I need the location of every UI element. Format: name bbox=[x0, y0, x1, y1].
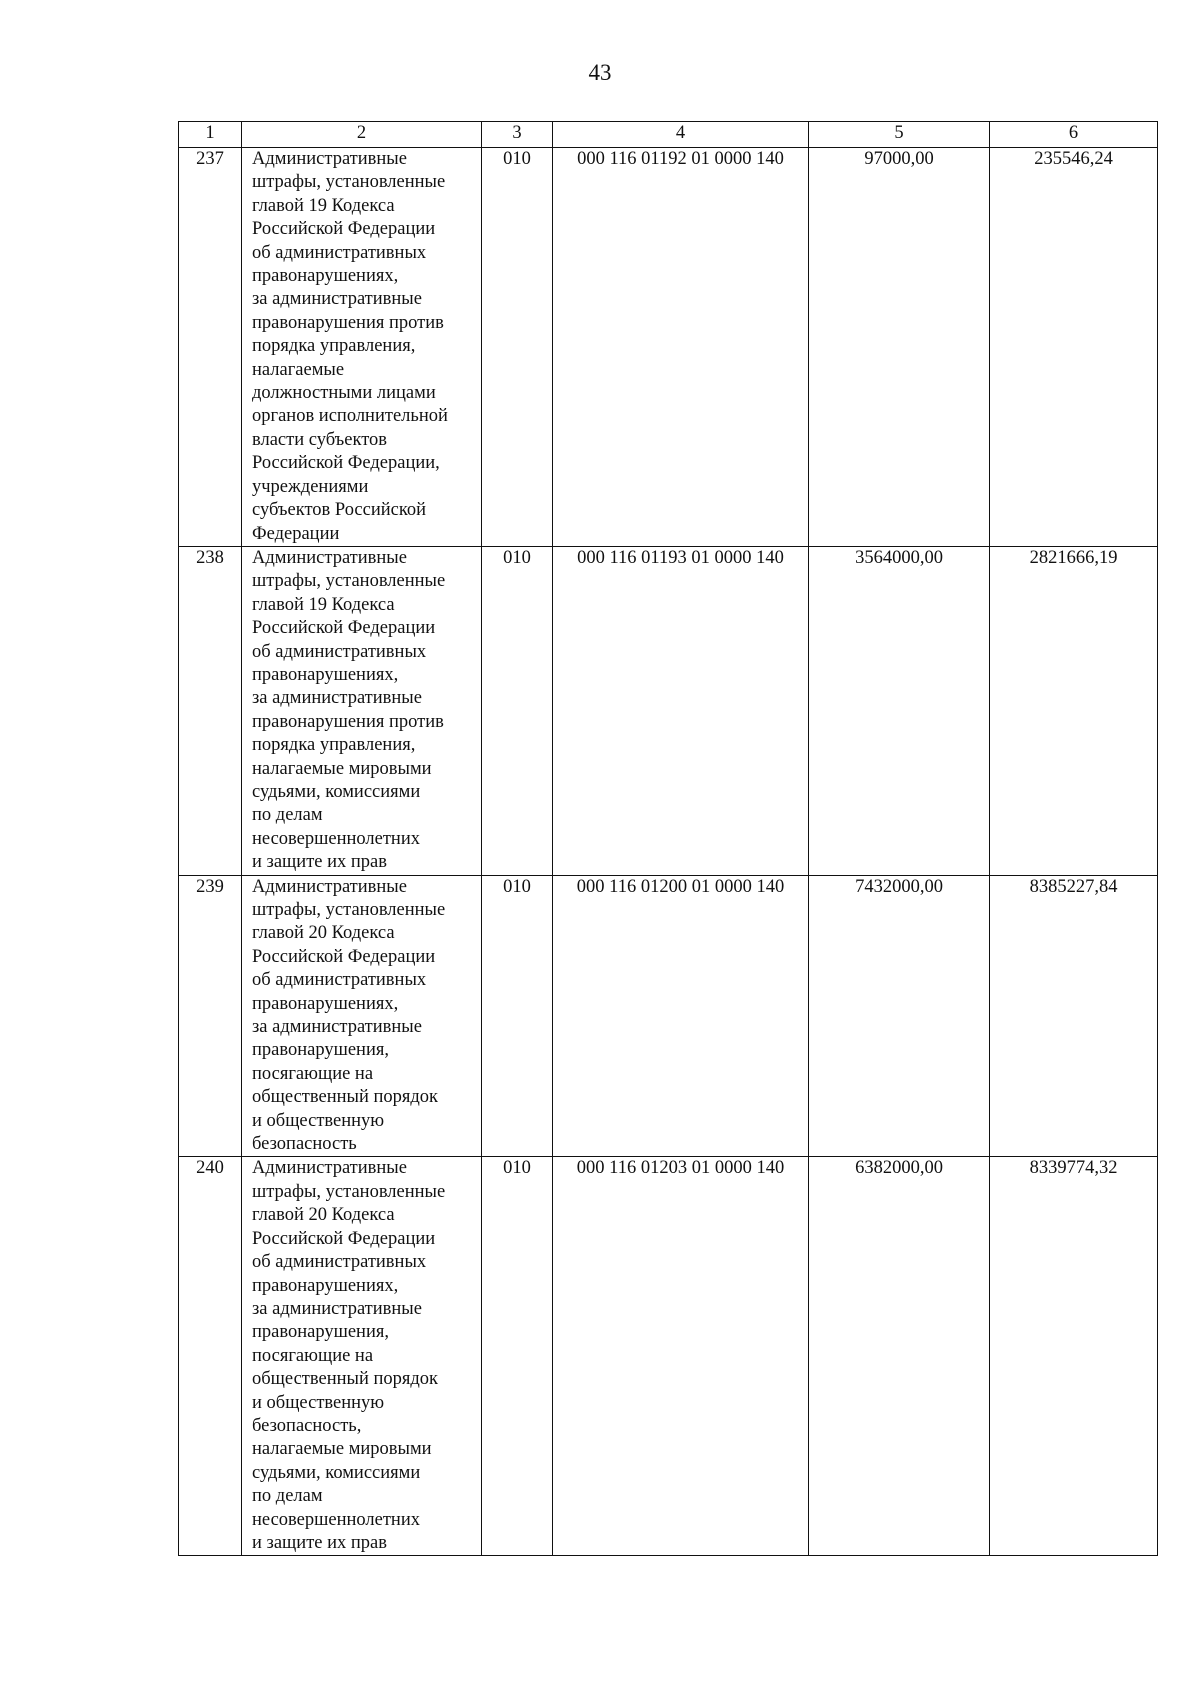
description-line: главой 19 Кодекса bbox=[252, 594, 395, 615]
description-line: судьями, комиссиями bbox=[252, 1462, 421, 1483]
row-number-cell: 237 bbox=[179, 148, 242, 547]
description-line: главой 20 Кодекса bbox=[252, 923, 395, 944]
description-line: об административных bbox=[252, 1252, 427, 1273]
description-line: Федерации bbox=[252, 523, 340, 544]
row-number-cell: 240 bbox=[179, 1157, 242, 1556]
header-cell-1: 1 bbox=[179, 122, 242, 148]
description-cell bbox=[242, 546, 482, 875]
column-5-amount-cell: 3564000,00 bbox=[809, 546, 990, 875]
description-line: безопасность bbox=[252, 1134, 357, 1155]
column-5-amount-cell: 97000,00 bbox=[809, 148, 990, 547]
kbk-code-cell: 000 116 01193 01 0000 140 bbox=[553, 546, 809, 875]
column-6-amount-cell: 8385227,84 bbox=[990, 875, 1158, 1157]
description-line: власти субъектов bbox=[252, 429, 388, 450]
row-number-cell: 239 bbox=[179, 875, 242, 1157]
description-line: Административные bbox=[252, 547, 407, 568]
description-line: учреждениями bbox=[252, 476, 369, 497]
description-line: правонарушения, bbox=[252, 1322, 389, 1343]
description-line: и защите их прав bbox=[252, 852, 387, 873]
description-line: и защите их прав bbox=[252, 1532, 387, 1553]
description-line: посягающие на bbox=[252, 1345, 374, 1366]
description-line: правонарушения против bbox=[252, 711, 444, 732]
header-cell-6: 6 bbox=[990, 122, 1158, 148]
description-line: штрафы, установленные bbox=[252, 571, 446, 592]
description-line: по делам bbox=[252, 1486, 323, 1507]
kbk-code-cell: 000 116 01192 01 0000 140 bbox=[553, 148, 809, 547]
description-cell bbox=[242, 1157, 482, 1556]
description-line: об административных bbox=[252, 641, 427, 662]
column-6-amount-cell: 235546,24 bbox=[990, 148, 1158, 547]
header-row bbox=[179, 122, 1158, 148]
header-cell-3: 3 bbox=[482, 122, 553, 148]
description-line: правонарушения против bbox=[252, 312, 444, 333]
description-line: порядка управления, bbox=[252, 336, 416, 357]
description-line: Российской Федерации bbox=[252, 1228, 436, 1249]
description-line: налагаемые bbox=[252, 359, 345, 380]
description-line: по делам bbox=[252, 805, 323, 826]
description-line: за административные bbox=[252, 1298, 422, 1319]
code-cell: 010 bbox=[482, 875, 553, 1157]
page-number: 43 bbox=[588, 60, 612, 85]
header-cell-5: 5 bbox=[809, 122, 990, 148]
description-line: субъектов Российской bbox=[252, 500, 427, 521]
description-line: правонарушениях, bbox=[252, 1275, 399, 1296]
description-line: об административных bbox=[252, 242, 427, 263]
description-line: органов исполнительной bbox=[252, 406, 448, 427]
table-body bbox=[179, 148, 1158, 1556]
kbk-code-cell: 000 116 01203 01 0000 140 bbox=[553, 1157, 809, 1556]
description-line: Российской Федерации bbox=[252, 618, 436, 639]
description-line: Административные bbox=[252, 149, 407, 169]
description-line: налагаемые мировыми bbox=[252, 1439, 432, 1460]
description-line: общественный порядок bbox=[252, 1087, 439, 1108]
description-line: за административные bbox=[252, 688, 422, 709]
description-line: общественный порядок bbox=[252, 1369, 439, 1390]
description-cell bbox=[242, 875, 482, 1157]
table-row bbox=[179, 546, 1158, 875]
description-line: главой 19 Кодекса bbox=[252, 195, 395, 216]
description-line: несовершеннолетних bbox=[252, 1509, 420, 1530]
description-line: и общественную bbox=[252, 1392, 385, 1413]
kbk-code-cell: 000 116 01200 01 0000 140 bbox=[553, 875, 809, 1157]
code-cell: 010 bbox=[482, 1157, 553, 1556]
table-header bbox=[179, 122, 1158, 148]
description-line: Административные bbox=[252, 876, 407, 897]
description-line: штрафы, установленные bbox=[252, 172, 446, 193]
description-line: Административные bbox=[252, 1158, 407, 1179]
description-line: главой 20 Кодекса bbox=[252, 1205, 395, 1226]
description-line: правонарушениях, bbox=[252, 993, 399, 1014]
budget-table bbox=[178, 121, 1158, 1556]
row-number-cell: 238 bbox=[179, 546, 242, 875]
column-6-amount-cell: 8339774,32 bbox=[990, 1157, 1158, 1556]
description-line: Российской Федерации bbox=[252, 219, 436, 240]
description-line: налагаемые мировыми bbox=[252, 758, 432, 779]
description-line: судьями, комиссиями bbox=[252, 781, 421, 802]
description-line: правонарушениях, bbox=[252, 266, 399, 287]
description-line: штрафы, установленные bbox=[252, 1181, 446, 1202]
description-line: порядка управления, bbox=[252, 735, 416, 756]
header-cell-4: 4 bbox=[553, 122, 809, 148]
description-line: должностными лицами bbox=[252, 383, 436, 404]
table-row bbox=[179, 1157, 1158, 1556]
description-line: несовершеннолетних bbox=[252, 828, 420, 849]
table-row bbox=[179, 148, 1158, 547]
column-6-amount-cell: 2821666,19 bbox=[990, 546, 1158, 875]
description-line: штрафы, установленные bbox=[252, 900, 446, 920]
description-line: Российской Федерации, bbox=[252, 453, 440, 474]
description-line: посягающие на bbox=[252, 1063, 374, 1084]
description-line: и общественную bbox=[252, 1110, 385, 1131]
description-line: об административных bbox=[252, 970, 427, 991]
code-cell: 010 bbox=[482, 148, 553, 547]
description-line: безопасность, bbox=[252, 1415, 362, 1436]
column-5-amount-cell: 6382000,00 bbox=[809, 1157, 990, 1556]
column-5-amount-cell: 7432000,00 bbox=[809, 875, 990, 1157]
description-cell bbox=[242, 148, 482, 547]
header-cell-2: 2 bbox=[242, 122, 482, 148]
description-line: за административные bbox=[252, 289, 422, 310]
description-line: за административные bbox=[252, 1017, 422, 1038]
description-line: правонарушениях, bbox=[252, 664, 399, 685]
description-line: правонарушения, bbox=[252, 1040, 389, 1061]
description-line: Российской Федерации bbox=[252, 946, 436, 967]
code-cell: 010 bbox=[482, 546, 553, 875]
table-row bbox=[179, 875, 1158, 1157]
